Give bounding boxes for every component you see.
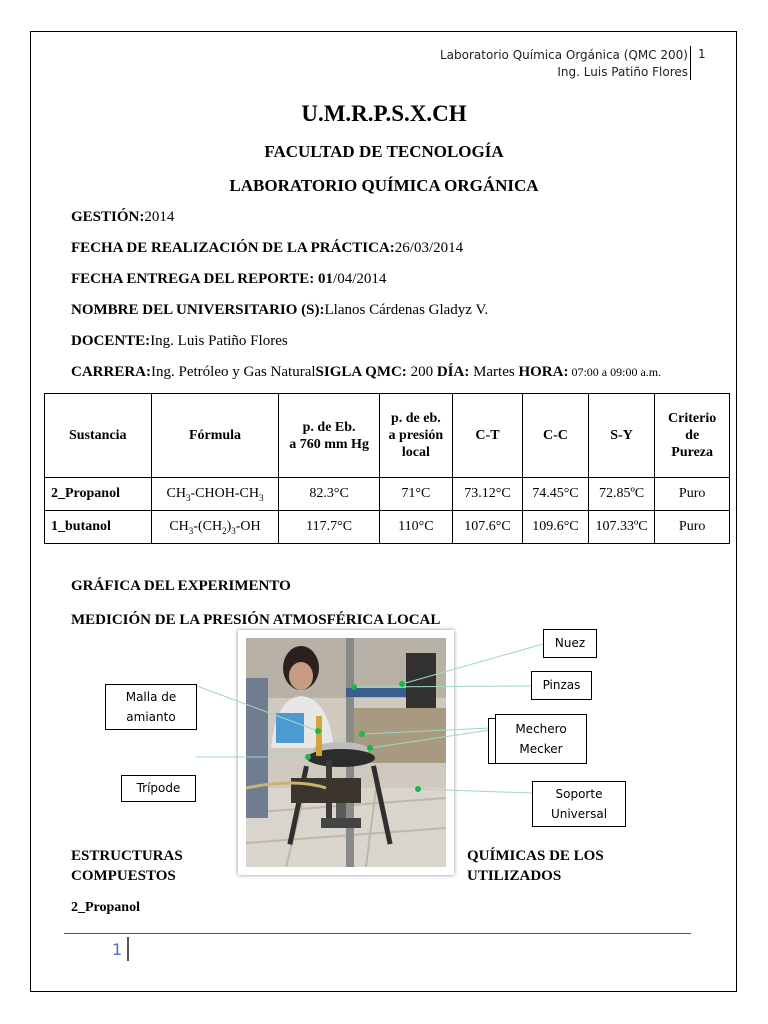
table-cell: Puro (655, 478, 730, 511)
table-header-cell: C-C (523, 394, 589, 478)
table-header-cell: Criterio de Pureza (655, 394, 730, 478)
footer-bar (127, 937, 129, 961)
marker-nuez (399, 681, 405, 687)
label-nuez: Nuez (543, 629, 597, 658)
table-header-cell: S-Y (588, 394, 655, 478)
label-malla: Malla de amianto (105, 684, 197, 730)
table-cell: 117.7°C (279, 511, 379, 544)
table-cell: 82.3°C (279, 478, 379, 511)
estructuras-right: QUÍMICAS DE LOS UTILIZADOS (467, 848, 604, 884)
nombre-line: NOMBRE DEL UNIVERSITARIO (S):Llanos Cárdenas Gladyz V. (71, 302, 489, 318)
table-cell: Puro (655, 511, 730, 544)
table-cell: 109.6°C (523, 511, 589, 544)
gestion-line: GESTIÓN:2014 (71, 209, 175, 225)
label-tripode: Trípode (121, 775, 196, 802)
header-line1: Laboratorio Química Orgánica (QMC 200) (439, 48, 688, 62)
header-page-number: 1 (698, 47, 706, 61)
table-cell: 72.85ºC (588, 478, 655, 511)
table-cell: $CH_3-(CH_2)_3-OH$ (151, 511, 279, 544)
marker-mechero-a (359, 731, 365, 737)
table-cell: 71°C (379, 478, 452, 511)
fecha-entrega-line: FECHA ENTREGA DEL REPORTE: 01/04/2014 (71, 271, 387, 287)
lab-title: LABORATORIO QUÍMICA ORGÁNICA (229, 176, 539, 195)
table-header-cell: p. de eb. a presión local (379, 394, 452, 478)
table-cell: $CH_3-CHOH-CH_3$ (151, 478, 279, 511)
footer-rule (64, 933, 691, 934)
label-pinzas: Pinzas (531, 671, 592, 700)
table-cell: 107.6°C (452, 511, 522, 544)
table-cell: 110°C (379, 511, 452, 544)
medicion-heading: MEDICIÓN DE LA PRESIÓN ATMOSFÉRICA LOCAL (71, 612, 441, 628)
marker-tripode (305, 754, 311, 760)
table-cell: 74.45°C (523, 478, 589, 511)
label-mechero: Mechero Mecker (495, 714, 587, 764)
faculty-title: FACULTAD DE TECNOLOGÍA (264, 142, 504, 161)
marker-pinzas (351, 684, 357, 690)
pointer-pinzas (354, 686, 531, 687)
table-cell: 73.12°C (452, 478, 522, 511)
table-header-cell: Sustancia (45, 394, 152, 478)
university-title: U.M.R.P.S.X.CH (301, 101, 467, 126)
table-cell: 2_Propanol (45, 478, 152, 511)
table-header-cell: Fórmula (151, 394, 279, 478)
docente-line: DOCENTE:Ing. Luis Patiño Flores (71, 333, 288, 349)
table-header-cell: p. de Eb. a 760 mm Hg (279, 394, 379, 478)
table-cell: 107.33ºC (588, 511, 655, 544)
pointer-nuez (402, 644, 543, 684)
marker-soporte (415, 786, 421, 792)
estructuras-left: ESTRUCTURAS COMPUESTOS (71, 848, 183, 884)
pointer-soporte (418, 789, 532, 793)
table-header-cell: C-T (452, 394, 522, 478)
carrera-line: CARRERA:Ing. Petróleo y Gas NaturalSIGLA QMC: 200 DÍA: Martes HORA: 07:00 a 09:00 a.m. (71, 364, 662, 380)
propanol-heading: 2_Propanol (71, 900, 140, 915)
header-line2: Ing. Luis Patiño Flores (557, 65, 688, 79)
table-cell: 1_butanol (45, 511, 152, 544)
grafica-heading: GRÁFICA DEL EXPERIMENTO (71, 578, 291, 594)
marker-mechero-b (367, 745, 373, 751)
fecha-realizacion-line: FECHA DE REALIZACIÓN DE LA PRÁCTICA:26/03/2014 (71, 240, 464, 256)
marker-malla (315, 728, 321, 734)
footer-page-number: 1 (112, 940, 123, 959)
pointer-malla (197, 686, 318, 731)
label-soporte: Soporte Universal (532, 781, 626, 827)
